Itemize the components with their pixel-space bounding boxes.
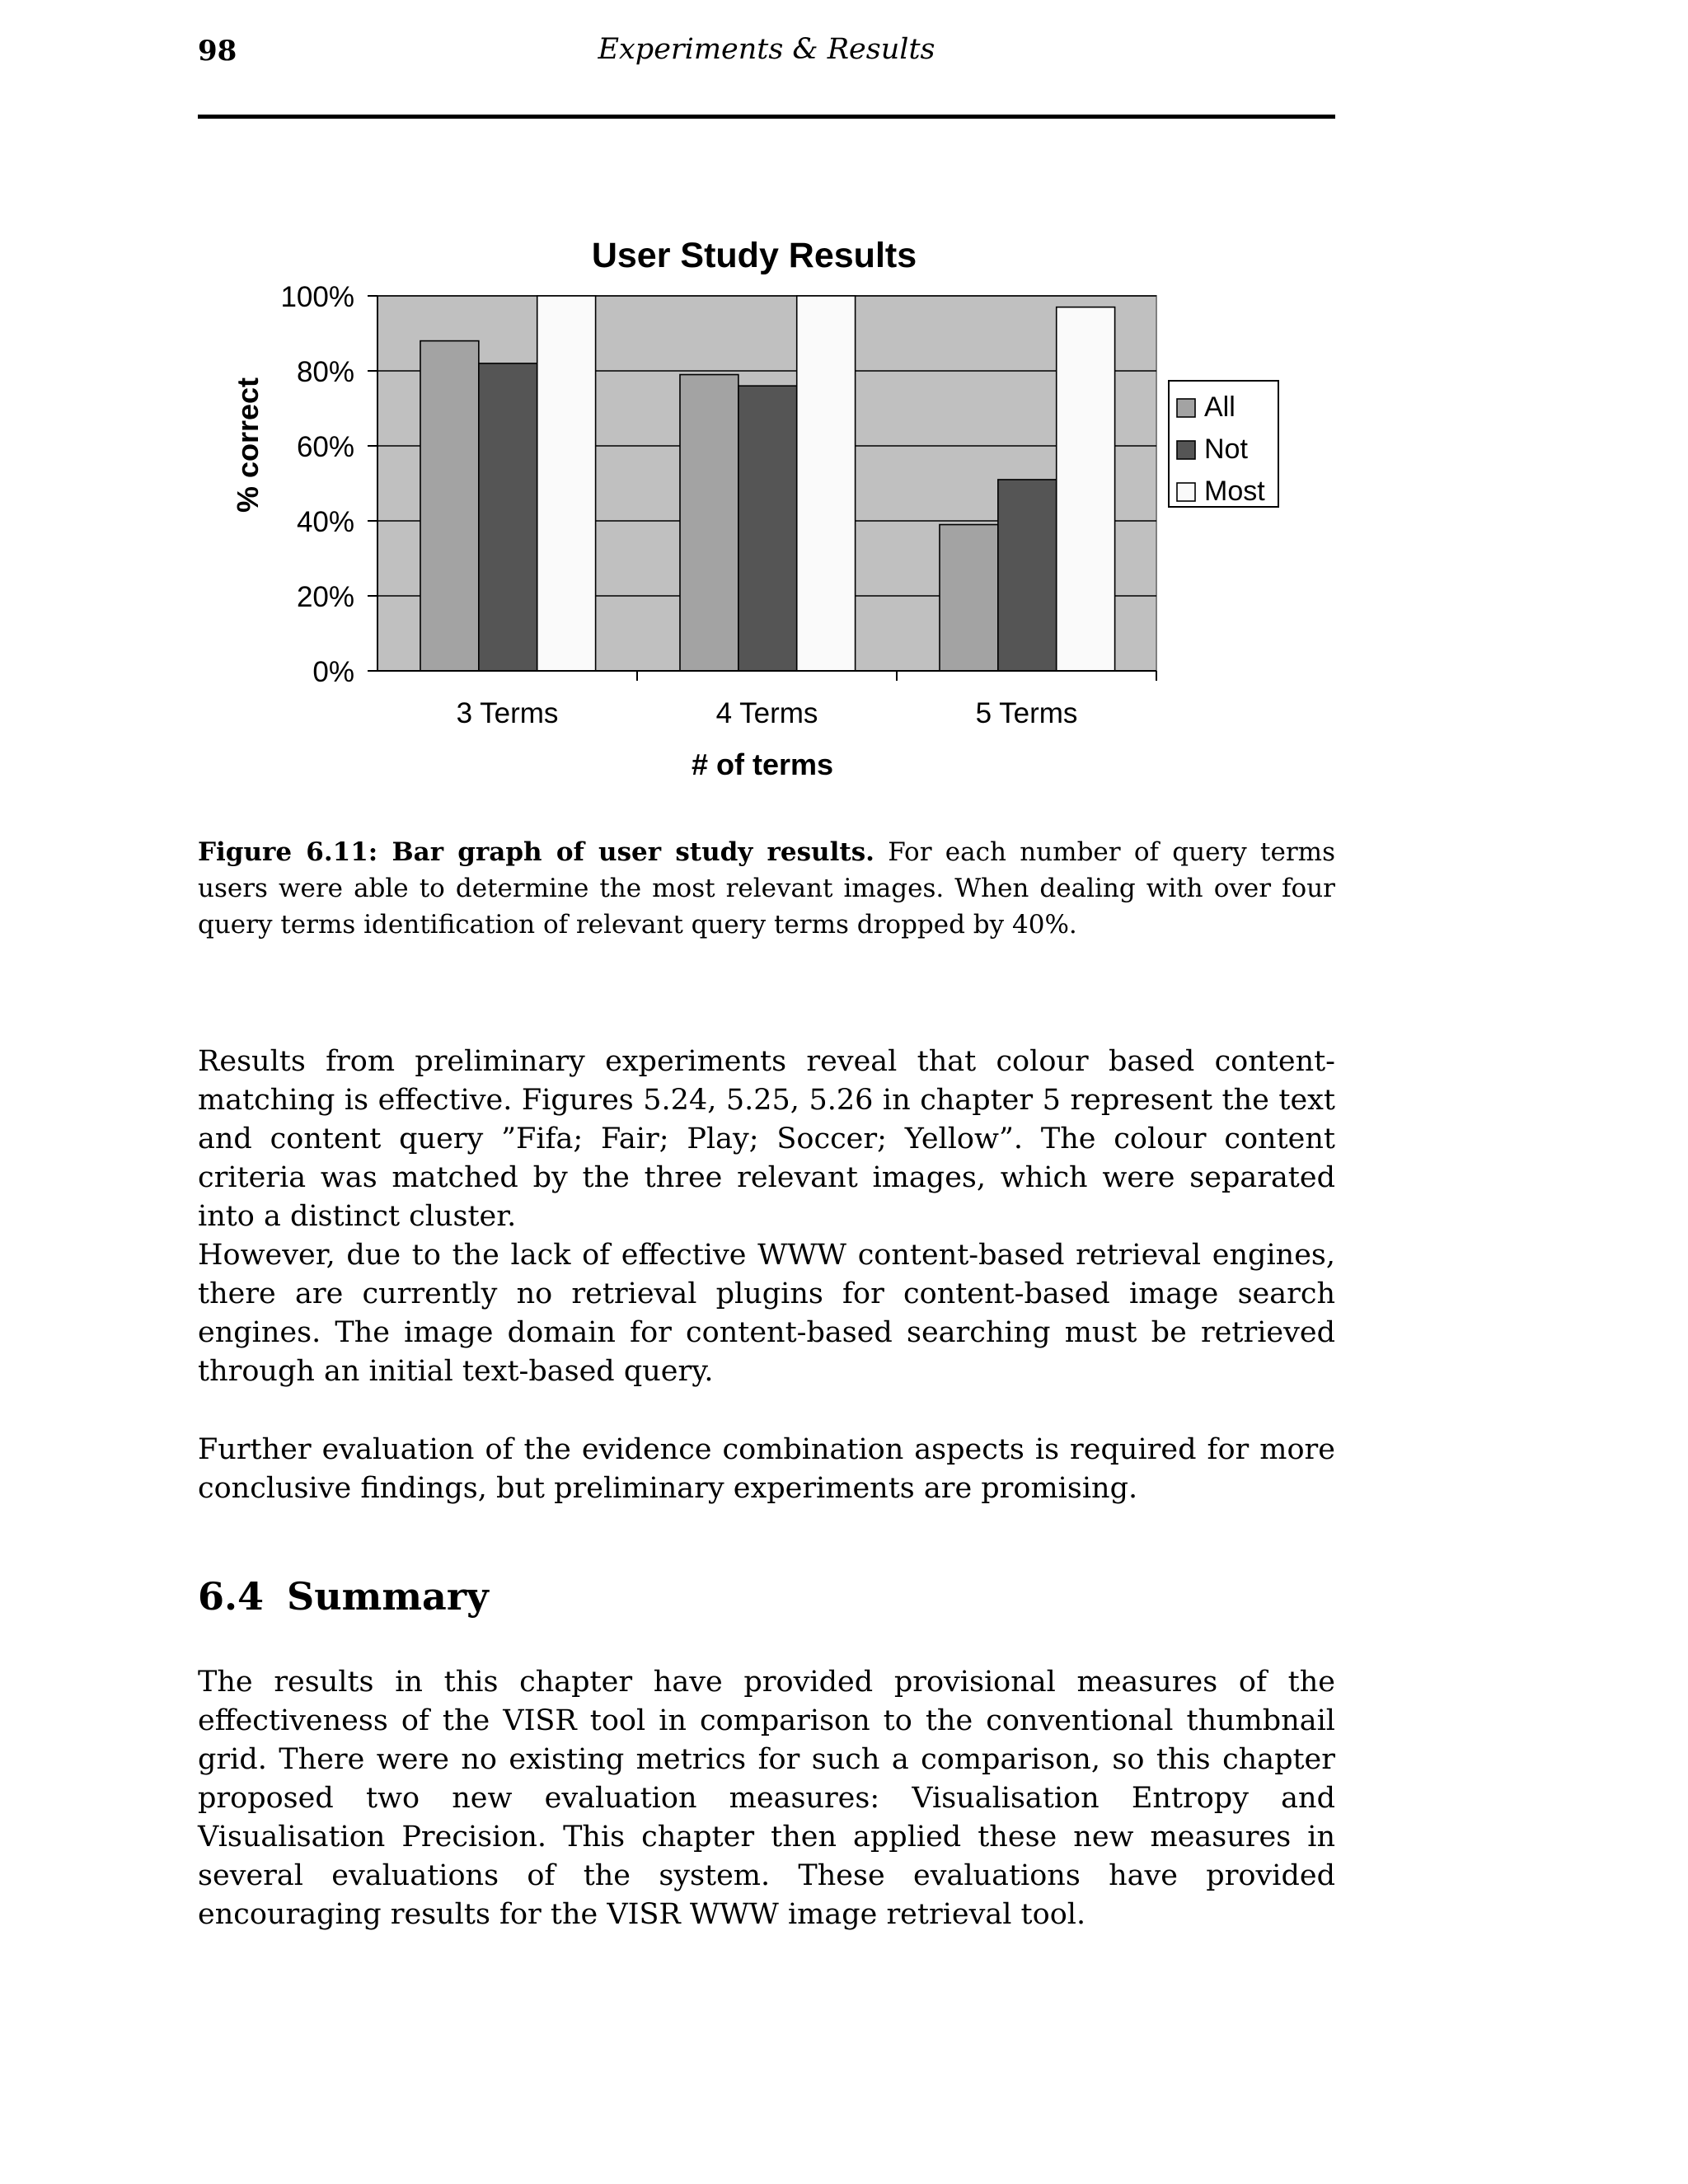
caption-text: For each number of query terms users were able to determine the most relevant images. When dealing with over four query terms identification of relevant query terms dropped by 40%.	[198, 837, 1335, 940]
paragraph-4: The results in this chapter have provided provisional measures of the effectiveness of the VISR tool in comparison to the conventional thumbnail grid. There were no existing metrics for such a comparison, so this chapter proposed two new evaluation measures: Visualisation Entropy and Visualisation Precision. This chapter then applied these new measures in several evaluations of the system. These evaluations have provided encouraging results for the VISR WWW image retrieval tool.	[198, 1666, 1335, 1931]
legend-swatch	[1177, 441, 1195, 459]
x-axis-label: # of terms	[691, 748, 834, 781]
section-number: 6.4	[198, 1574, 265, 1619]
bar-all	[680, 375, 738, 671]
y-tick-label: 40%	[296, 506, 354, 538]
legend-label: All	[1204, 391, 1236, 423]
x-tick-label: 5 Terms	[975, 697, 1078, 729]
legend-label: Not	[1204, 434, 1248, 465]
bar-not	[479, 363, 537, 671]
paragraph-2: However, due to the lack of effective WWW content-based retrieval engines, there are currently no retrieval plugins for content-based image search engines. The image domain for content-based searching must be retrieved through an initial text-based query.	[198, 1239, 1335, 1388]
bar-most	[1057, 307, 1115, 671]
page-number: 98	[198, 35, 237, 68]
legend-swatch	[1177, 483, 1195, 501]
figure-bar-chart	[0, 0, 1688, 824]
y-tick-label: 80%	[296, 356, 354, 388]
bar-all	[940, 525, 998, 671]
bar-not	[998, 480, 1057, 671]
y-tick-label: 100%	[280, 281, 354, 313]
x-tick-label: 3 Terms	[456, 697, 559, 729]
bar-most	[797, 296, 856, 671]
y-tick-label: 0%	[312, 656, 354, 688]
section-heading	[198, 1574, 489, 1619]
bar-all	[420, 341, 479, 671]
bar-most	[537, 296, 596, 671]
figure-caption	[198, 834, 1335, 943]
chart-title: User Study Results	[591, 236, 917, 275]
legend-swatch	[1177, 399, 1195, 417]
legend-label: Most	[1204, 476, 1265, 507]
caption-lead: Figure 6.11: Bar graph of user study results.	[198, 837, 874, 867]
y-axis-label: % correct	[231, 377, 265, 513]
y-tick-label: 20%	[296, 581, 354, 613]
bar-chart	[0, 0, 1688, 824]
bar-not	[738, 386, 797, 671]
running-head: Experiments & Results	[598, 33, 935, 66]
paragraph-1: Results from preliminary experiments reveal that colour based content-matching is effective. Figures 5.24, 5.25, 5.26 in chapter 5 represent the text and content query ”Fifa; Fair; Play; Soccer; Yellow”. The colour content criteria was matched by the three relevant images, which were separated into a distinct cluster.	[198, 1045, 1335, 1233]
paragraph-3: Further evaluation of the evidence combination aspects is required for more conclusive findings, but preliminary experiments are promising.	[198, 1433, 1335, 1505]
chart-legend	[1169, 381, 1278, 507]
y-tick-label: 60%	[296, 431, 354, 463]
x-tick-label: 4 Terms	[715, 697, 818, 729]
section-title: Summary	[287, 1574, 489, 1619]
